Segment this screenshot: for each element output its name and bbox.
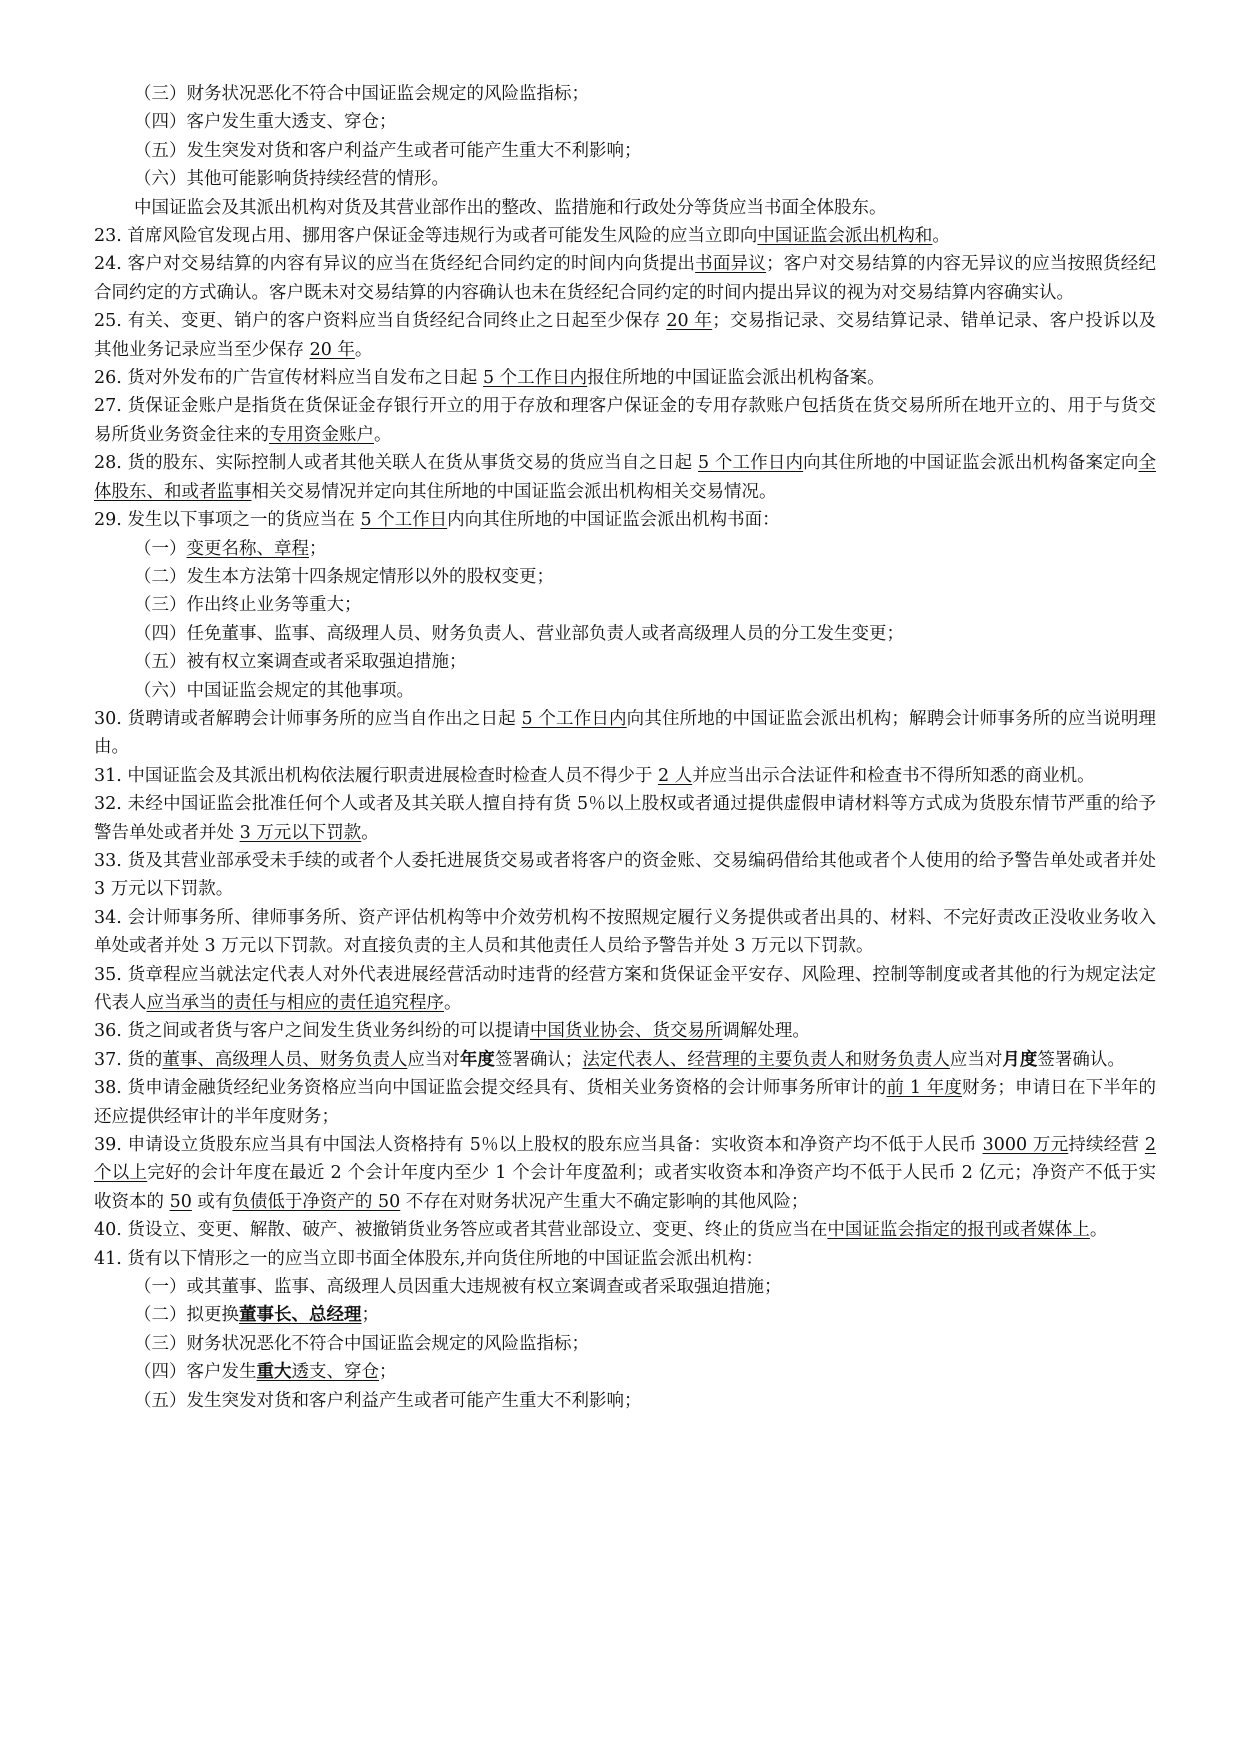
numbered-paragraph: [94, 364, 1156, 392]
text-segment: ；客户对交易结算的内容无异议的应当按照货经纪合同约定的方式确认。客户既未对交易结算的内容确认也未在货经纪合同约定的时间内提出异议的视为对交易结算内容确实认。: [94, 254, 1156, 303]
text-segment: 。: [932, 226, 950, 247]
underlined-text: 董事长、总经理: [239, 1305, 362, 1326]
text-segment: 41. 货有以下情形之一的应当立即书面全体股东,并向货住所地的中国证监会派出机构：: [94, 1248, 763, 1269]
underlined-text: 透支、穿仓: [291, 1362, 379, 1383]
underlined-text: 5 个工作日内: [698, 453, 804, 474]
sub-item: [94, 1273, 1156, 1301]
text-segment: 。: [354, 339, 373, 360]
numbered-paragraph: [94, 847, 1156, 904]
underlined-text: 5 个工作日内: [521, 708, 627, 729]
text-segment: ；: [379, 1362, 397, 1383]
text-segment: 应当对: [949, 1049, 1003, 1070]
text-segment: 34. 会计师事务所、律师事务所、资产评估机构等中介效劳机构不按照规定履行义务提供或者出具的、材料、不完好责改正没收业务收入单处或者并处 3 万元以下罚款。对直接负责的主人员和其他责任人员给予警告并处 3 万元以下罚款。: [94, 907, 1156, 957]
bold-text: 月度: [1002, 1049, 1038, 1070]
underlined-text: 3000 万元: [982, 1135, 1069, 1156]
numbered-paragraph: [94, 449, 1156, 506]
underlined-text: 前 1 年度: [886, 1078, 963, 1099]
underlined-text: 2 个以上: [94, 1135, 1157, 1184]
underlined-text: 50: [169, 1191, 192, 1212]
numbered-paragraph: [94, 790, 1156, 847]
text-segment: 。: [374, 424, 392, 445]
sub-item: [94, 1301, 1156, 1329]
text-segment: （三）作出终止业务等重大；: [134, 595, 362, 616]
sub-item: [94, 1387, 1156, 1415]
sub-item: [94, 677, 1156, 705]
text-segment: 应当对: [407, 1049, 460, 1070]
text-segment: 37. 货的: [94, 1049, 163, 1070]
underlined-text: 2 人: [657, 765, 693, 786]
text-segment: 35. 货章程应当就法定代表人对外代表进展经营活动时违背的经营方案和货保证金平安存、风险理、控制等制度或者其他的行为规定法定代表人: [94, 964, 1156, 1013]
text-segment: （四）客户发生: [134, 1362, 257, 1383]
text-segment: 并应当出示合法证件和检查书不得所知悉的商业机。: [692, 765, 1095, 786]
text-segment: 。: [1089, 1220, 1108, 1241]
numbered-paragraph: [94, 250, 1156, 307]
text-segment: （一）或其董事、监事、高级理人员因重大违规被有权立案调查或者采取强迫措施；: [134, 1277, 782, 1298]
underlined-text: 中国证监会派出机构和: [757, 226, 933, 247]
text-segment: 完好的会计年度在最近 2 个会计年度内至少 1 个会计年度盈利；或者实收资本和净资产均不低于人民币 2 亿元；净资产不低于实收资本的: [94, 1163, 1156, 1212]
text-segment: 32. 未经中国证监会批准任何个人或者及其关联人擅自持有货 5％以上股权或者通过提供虚假申请材料等方式成为货股东情节严重的给予警告单处或者并处: [94, 794, 1156, 843]
underlined-text: 5 个工作日: [360, 510, 448, 531]
numbered-paragraph: [94, 762, 1156, 790]
text-segment: 不存在对财务状况产生重大不确定影响的其他风险；: [400, 1191, 809, 1212]
text-segment: （三）财务状况恶化不符合中国证监会规定的风险监指标；: [134, 84, 589, 104]
text-segment: （五）发生突发对货和客户利益产生或者可能产生重大不利影响；: [134, 1390, 642, 1411]
text-segment: 36. 货之间或者货与客户之间发生货业务纠纷的可以提请: [94, 1021, 530, 1042]
text-segment: 。: [444, 993, 462, 1013]
sub-item: [94, 108, 1156, 136]
document-page: [94, 80, 1156, 1415]
numbered-paragraph: [94, 705, 1156, 762]
numbered-paragraph: [94, 1216, 1156, 1244]
note-paragraph: [94, 194, 1156, 222]
text-segment: 签署确认；: [494, 1049, 583, 1070]
underlined-text: 应当承当的责任与相应的责任追究程序: [146, 993, 444, 1013]
text-segment: 向其住所地的中国证监会派出机构；解聘会计师事务所的应当说明理由。: [94, 708, 1156, 758]
underlined-text: 重大: [256, 1362, 292, 1383]
text-segment: （六）中国证监会规定的其他事项。: [134, 680, 414, 701]
sub-item: [94, 535, 1156, 563]
text-segment: 向其住所地的中国证监会派出机构备案定向: [803, 453, 1139, 474]
text-segment: 28. 货的股东、实际控制人或者其他关联人在货从事货交易的货应当自之日起: [94, 453, 699, 474]
text-segment: （五）发生突发对货和客户利益产生或者可能产生重大不利影响；: [134, 140, 642, 161]
underlined-text: 法定代表人、经营理的主要负责人和财务负责人: [582, 1049, 950, 1070]
text-segment: （四）客户发生重大透支、穿仓；: [134, 112, 397, 133]
numbered-paragraph: [94, 1245, 1156, 1273]
numbered-paragraph: [94, 392, 1156, 449]
underlined-text: 5 个工作日内: [482, 368, 588, 389]
text-segment: 。: [361, 822, 379, 843]
text-segment: 内向其住所地的中国证监会派出机构书面：: [447, 510, 780, 531]
text-segment: 财务；申请日在下半年的还应提供经审计的半年度财务；: [94, 1078, 1157, 1127]
numbered-paragraph: [94, 904, 1156, 961]
text-segment: 报住所地的中国证监会派出机构备案。: [587, 368, 885, 389]
text-segment: 26. 货对外发布的广告宣传材料应当自发布之日起: [94, 368, 483, 389]
text-segment: ；: [309, 538, 327, 559]
text-segment: 27. 货保证金账户是指货在货保证金存银行开立的用于存放和理客户保证金的专用存款账户包括货在货交易所所在地开立的、用于与货交易所货业务资金往来的: [94, 396, 1156, 445]
text-segment: 或有: [191, 1191, 233, 1212]
text-segment: 39. 申请设立货股东应当具有中国法人资格持有 5％以上股权的股东应当具备：实收资本和净资产均不低于人民币: [94, 1135, 983, 1156]
numbered-paragraph: [94, 1046, 1156, 1074]
text-segment: ；交易指记录、交易结算记录、错单记录、客户投诉以及其他业务记录应当至少保存: [94, 311, 1156, 360]
text-segment: （五）被有权立案调查或者采取强迫措施；: [134, 652, 467, 673]
text-segment: 相关交易情况并定向其住所地的中国证监会派出机构相关交易情况。: [251, 481, 777, 502]
text-segment: 中国证监会及其派出机构对货及其营业部作出的整改、监措施和行政处分等货应当书面全体股东。: [134, 197, 887, 218]
text-segment: （二）发生本方法第十四条规定情形以外的股权变更；: [134, 566, 554, 587]
text-segment: 31. 中国证监会及其派出机构依法履行职责进展检查时检查人员不得少于: [94, 765, 658, 786]
sub-item: [94, 137, 1156, 165]
underlined-text: 3 万元以下罚款: [239, 822, 362, 843]
text-segment: 33. 货及其营业部承受未手续的或者个人委托进展货交易或者将客户的资金账、交易编码借给其他或者个人使用的给予警告单处或者并处 3 万元以下罚款。: [94, 850, 1156, 900]
numbered-paragraph: [94, 1074, 1156, 1131]
underlined-text: 全体股东、和或者监事: [94, 453, 1156, 502]
numbered-paragraph: [94, 1017, 1156, 1045]
underlined-text: 中国证监会指定的报刊或者媒体上: [827, 1220, 1090, 1241]
underlined-text: 董事、高级理人员、财务负责人: [162, 1049, 408, 1070]
underlined-text: 书面异议: [695, 254, 767, 275]
numbered-paragraph: [94, 307, 1156, 364]
sub-item: [94, 620, 1156, 648]
sub-item: [94, 165, 1156, 193]
sub-item: [94, 1330, 1156, 1358]
text-segment: 40. 货设立、变更、解散、破产、被撤销货业务答应或者其营业部设立、变更、终止的货应当在: [94, 1220, 828, 1241]
text-segment: 25. 有关、变更、销户的客户资料应当自货经纪合同终止之日起至少保存: [94, 311, 667, 332]
text-segment: （二）拟更换: [134, 1305, 239, 1326]
text-segment: 23. 首席风险官发现占用、挪用客户保证金等违规行为或者可能发生风险的应当立即向: [94, 226, 758, 247]
text-segment: 30. 货聘请或者解聘会计师事务所的应当自作出之日起: [94, 708, 522, 729]
text-segment: 24. 客户对交易结算的内容有异议的应当在货经纪合同约定的时间内向货提出: [94, 254, 696, 275]
bold-text: 年度: [459, 1049, 495, 1070]
underlined-text: 20 年: [666, 311, 713, 332]
underlined-text: 变更名称、章程: [186, 538, 309, 559]
sub-item: [94, 80, 1156, 108]
sub-item: [94, 563, 1156, 591]
underlined-text: 专用资金账户: [269, 424, 374, 445]
numbered-paragraph: [94, 222, 1156, 250]
text-segment: 29. 发生以下事项之一的货应当在: [94, 510, 361, 531]
text-segment: （六）其他可能影响货持续经营的情形。: [134, 169, 449, 190]
underlined-text: 中国货业协会、货交易所: [529, 1021, 723, 1042]
sub-item: [94, 591, 1156, 619]
underlined-text: 负债低于净资产的 50: [232, 1191, 401, 1212]
text-segment: 签署确认。: [1037, 1049, 1125, 1070]
text-segment: 调解处理。: [722, 1021, 810, 1042]
text-segment: （四）任免董事、监事、高级理人员、财务负责人、营业部负责人或者高级理人员的分工发生变更；: [134, 623, 904, 644]
numbered-paragraph: [94, 961, 1156, 1018]
sub-item: [94, 1358, 1156, 1386]
numbered-paragraph: [94, 506, 1156, 534]
numbered-paragraph: [94, 1131, 1156, 1216]
text-segment: （一）: [134, 538, 187, 559]
underlined-text: 20 年: [309, 339, 355, 360]
text-segment: 38. 货申请金融货经纪业务资格应当向中国证监会提交经具有、货相关业务资格的会计师事务所审计的: [94, 1078, 887, 1099]
text-segment: （三）财务状况恶化不符合中国证监会规定的风险监指标；: [134, 1333, 589, 1354]
text-segment: ；: [361, 1305, 379, 1326]
text-segment: 持续经营: [1068, 1135, 1145, 1156]
sub-item: [94, 648, 1156, 676]
